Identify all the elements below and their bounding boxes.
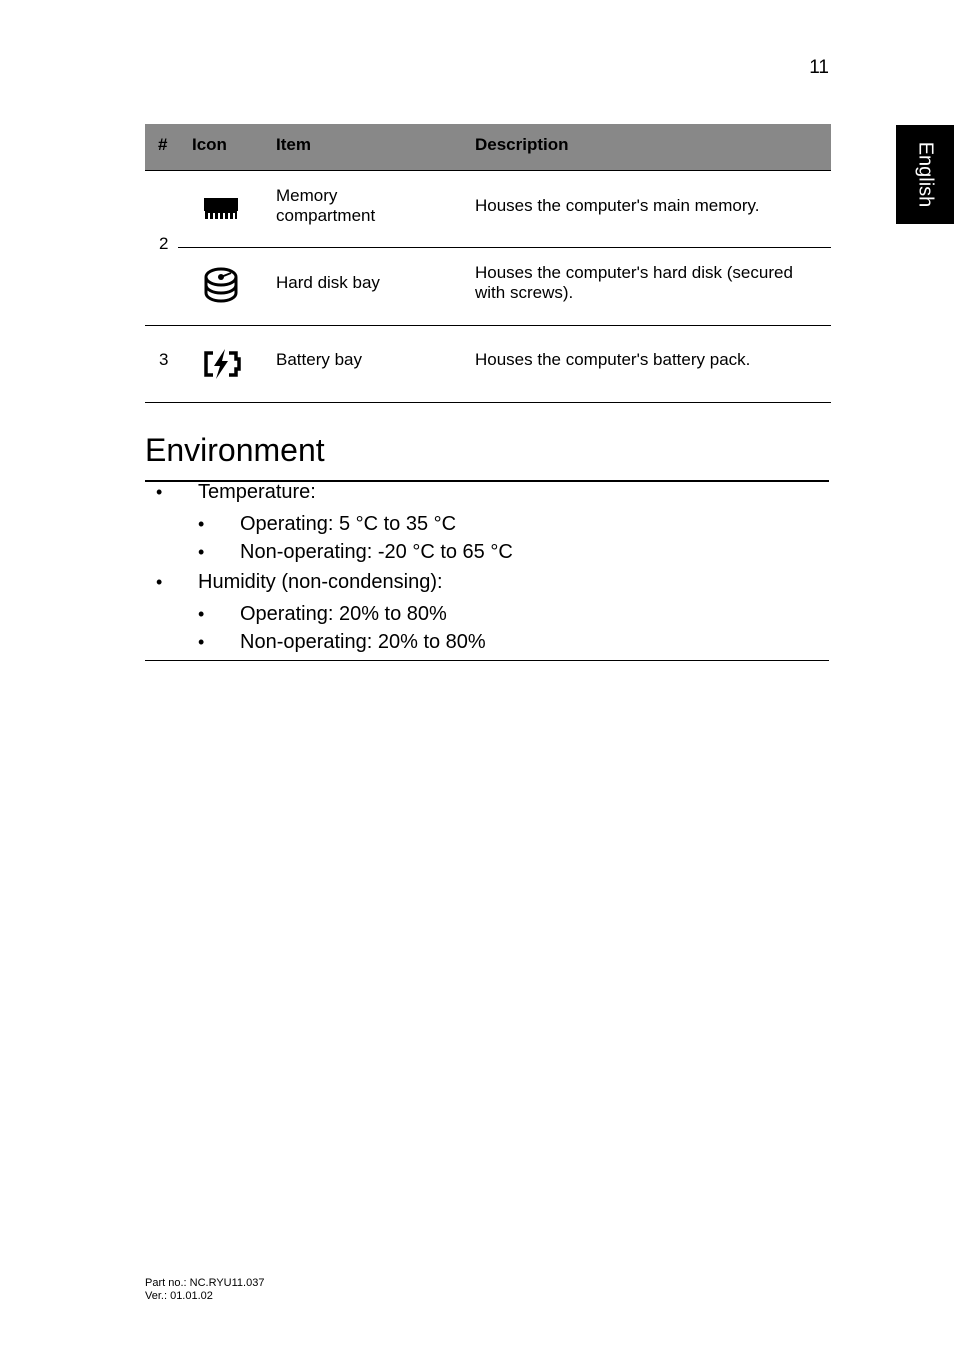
bullet: • [156,572,163,592]
item-memory [276,186,375,226]
row-divider [178,247,831,248]
part-number: Part no.: NC.RYU11.037 [145,1277,265,1289]
desc-hard-disk-line1: Houses the computer's hard disk (secured [475,263,793,282]
item-battery: Battery bay [276,350,362,369]
section-title: Environment [145,432,325,468]
language-tab [896,125,954,224]
battery-icon [201,344,241,384]
row-number-2: 2 [159,234,169,253]
header-icon: Icon [192,135,227,154]
header-num: # [158,135,168,154]
humidity-non-operating: Non-operating: 20% to 80% [240,631,486,653]
table-header [145,124,831,171]
desc-battery: Houses the computer's battery pack. [475,350,751,369]
desc-memory: Houses the computer's main memory. [475,196,760,215]
footer [145,1277,264,1303]
desc-hard-disk [475,263,825,303]
bullet: • [198,542,205,562]
version: Ver.: 01.01.02 [145,1290,213,1302]
row-divider [145,325,831,326]
header-description: Description [475,135,569,154]
item-hard-disk: Hard disk bay [276,273,380,292]
hard-disk-icon [201,265,241,305]
desc-hard-disk-line2: with screws). [475,283,574,302]
humidity-label: Humidity (non-condensing): [198,571,443,593]
section-bottom-rule [145,660,829,661]
memory-icon [201,188,241,228]
row-number-3: 3 [159,350,169,369]
temperature-operating: Operating: 5 °C to 35 °C [240,513,457,535]
humidity-operating: Operating: 20% to 80% [240,603,447,625]
temperature-non-operating: Non-operating: -20 °C to 65 °C [240,541,513,563]
temperature-label: Temperature: [198,481,316,503]
bullet: • [156,482,163,502]
item-memory-line1: Memory [276,186,338,205]
page-number: 11 [809,57,829,78]
bullet: • [198,514,205,534]
language-tab-label: English [914,141,937,208]
bullet: • [198,604,205,624]
bullet: • [198,632,205,652]
table-bottom-border [145,402,831,403]
item-memory-line2: compartment [276,206,376,225]
header-item: Item [276,135,311,154]
